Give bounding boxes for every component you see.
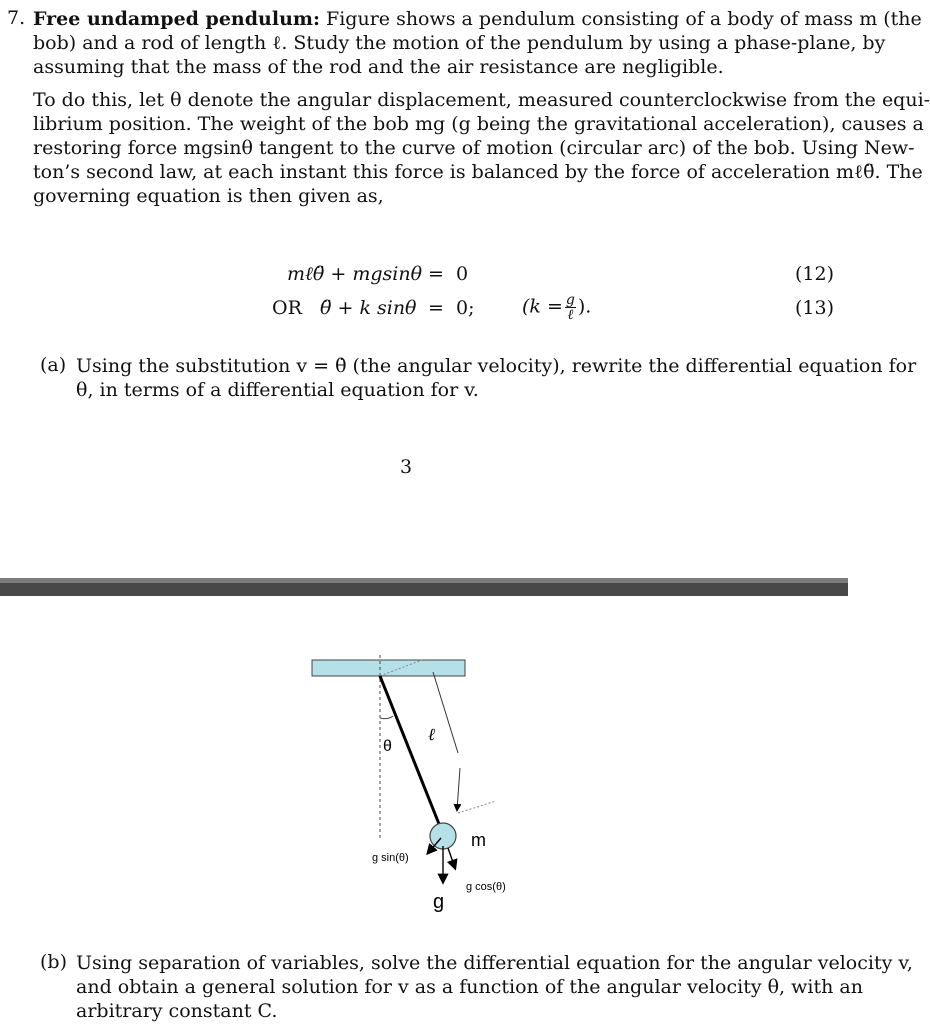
problem-intro: [33, 7, 922, 79]
equation-13-rel: =: [428, 297, 444, 319]
equation-13-number: (13): [794, 297, 834, 319]
equation-13-lhs: θ̈ + k sinθ: [320, 297, 417, 319]
gravity-label: g: [433, 891, 445, 913]
equation-13-rhs: 0;: [456, 297, 475, 319]
intro-line-2: bob) and a rod of length ℓ. Study the motion of the pendulum by using a phase-plane, by: [33, 32, 886, 54]
document-page-bottom: [0, 596, 913, 1024]
page-number: 3: [400, 456, 413, 478]
page-separator: [0, 578, 848, 596]
part-a-text: [76, 354, 917, 402]
part-b-line: arbitrary constant C.: [76, 1000, 278, 1022]
equation-12-rhs: 0: [456, 263, 469, 285]
body-line: governing equation is then given as,: [33, 185, 384, 207]
part-b-line: Using separation of variables, solve the differential equation for the angular velocity v,: [76, 952, 913, 974]
equation-12-number: (12): [794, 263, 834, 285]
part-b-text: [76, 951, 913, 1023]
problem-number: 7.: [7, 7, 26, 29]
problem-body: [33, 88, 930, 208]
theta-label: θ: [383, 738, 392, 755]
part-a-line: θ, in terms of a differential equation for v.: [76, 379, 479, 401]
g-sin-theta-label: g sin(θ): [372, 852, 409, 864]
part-b-line: and obtain a general solution for v as a function of the angular velocity θ, with an: [76, 976, 863, 998]
body-line: restoring force mgsinθ tangent to the curve of motion (circular arc) of the bob. Using New-: [33, 137, 915, 159]
length-label: ℓ: [428, 725, 436, 744]
intro-line-3: assuming that the mass of the rod and the air resistance are negligible.: [33, 56, 724, 78]
equation-12-lhs: mℓθ̈ + mgsinθ: [287, 263, 423, 285]
fraction-g-over-l: $\frac{g}{\text{ℓ}}$: [565, 292, 575, 323]
part-b-label: (b): [40, 951, 67, 973]
problem-title: Free undamped pendulum:: [33, 8, 320, 30]
equation-13-prefix: OR: [272, 297, 302, 319]
part-a-line: Using the substitution v = θ̇ (the angular velocity), rewrite the differential equation for: [76, 355, 917, 377]
equation-13-k-definition: (k = $\frac{g}{\text{ℓ}}$ ).: [522, 292, 592, 323]
body-line: ton’s second law, at each instant this force is balanced by the force of acceleration mℓθ̈. The: [33, 161, 923, 183]
body-line: To do this, let θ denote the angular displacement, measured counterclockwise from the equi-: [33, 89, 930, 111]
g-cos-theta-label: g cos(θ): [466, 881, 506, 893]
intro-line-1: Free undamped pendulum: Figure shows a pendulum consisting of a body of mass m (the: [33, 8, 922, 30]
equation-12-rel: =: [428, 263, 444, 285]
part-a-label: (a): [40, 354, 67, 376]
mass-label: m: [471, 830, 486, 850]
body-line: librium position. The weight of the bob mg (g being the gravitational acceleration), causes a: [33, 113, 924, 135]
